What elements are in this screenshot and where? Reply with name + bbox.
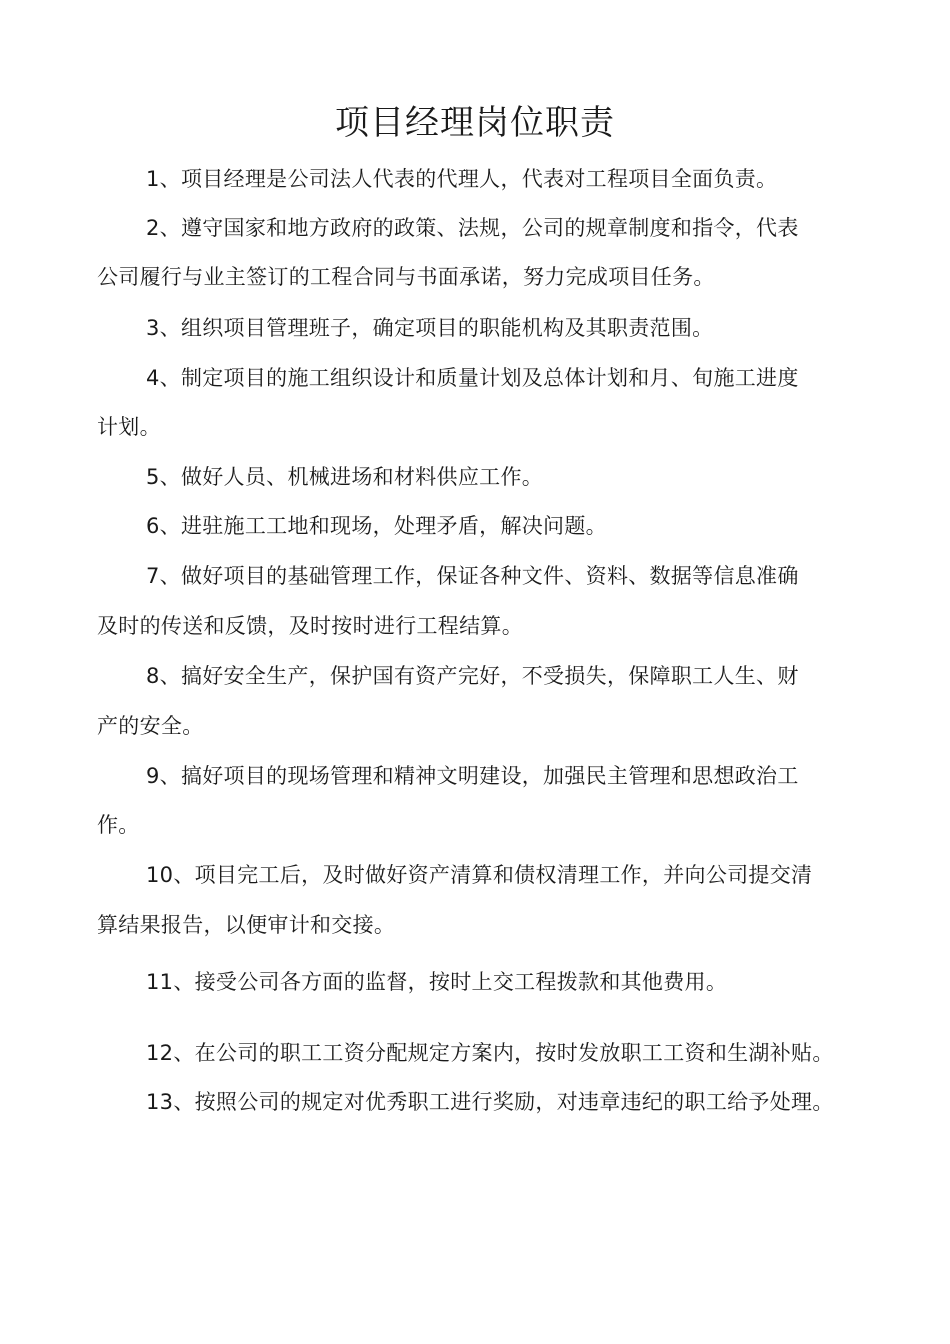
paragraph-line: 7、做好项目的基础管理工作，保证各种文件、资料、数据等信息准确 [146,564,799,588]
paragraph-line: 及时的传送和反馈，及时按时进行工程结算。 [97,614,523,638]
paragraph-line: 8、搞好安全生产，保护国有资产完好，不受损失，保障职工人生、财 [146,664,799,688]
paragraph-line: 作。 [97,813,140,837]
paragraph-line: 5、做好人员、机械进场和材料供应工作。 [146,465,544,489]
paragraph-line: 13、按照公司的规定对优秀职工进行奖励，对违章违纪的职工给予处理。 [146,1090,834,1114]
paragraph-line: 2、遵守国家和地方政府的政策、法规，公司的规章制度和指令，代表 [146,216,799,240]
paragraph-line: 公司履行与业主签订的工程合同与书面承诺，努力完成项目任务。 [97,265,715,289]
paragraph-line: 9、搞好项目的现场管理和精神文明建设，加强民主管理和思想政治工 [146,764,799,788]
paragraph-line: 12、在公司的职工工资分配规定方案内，按时发放职工工资和生湖补贴。 [146,1041,834,1065]
paragraph-line: 10、项目完工后，及时做好资产清算和债权清理工作，并向公司提交清 [146,863,813,887]
paragraph-line: 3、组织项目管理班子，确定项目的职能机构及其职责范围。 [146,316,714,340]
document-title: 项目经理岗位职责 [335,103,615,143]
paragraph-line: 产的安全。 [97,714,204,738]
paragraph-line: 1、项目经理是公司法人代表的代理人，代表对工程项目全面负责。 [146,167,778,191]
paragraph-line: 算结果报告，以便审计和交接。 [97,913,396,937]
paragraph-line: 计划。 [97,415,161,439]
paragraph-line: 6、进驻施工工地和现场，处理矛盾，解决问题。 [146,514,607,538]
paragraph-line: 11、接受公司各方面的监督，按时上交工程拨款和其他费用。 [146,970,728,994]
paragraph-line: 4、制定项目的施工组织设计和质量计划及总体计划和月、旬施工进度 [146,366,799,390]
